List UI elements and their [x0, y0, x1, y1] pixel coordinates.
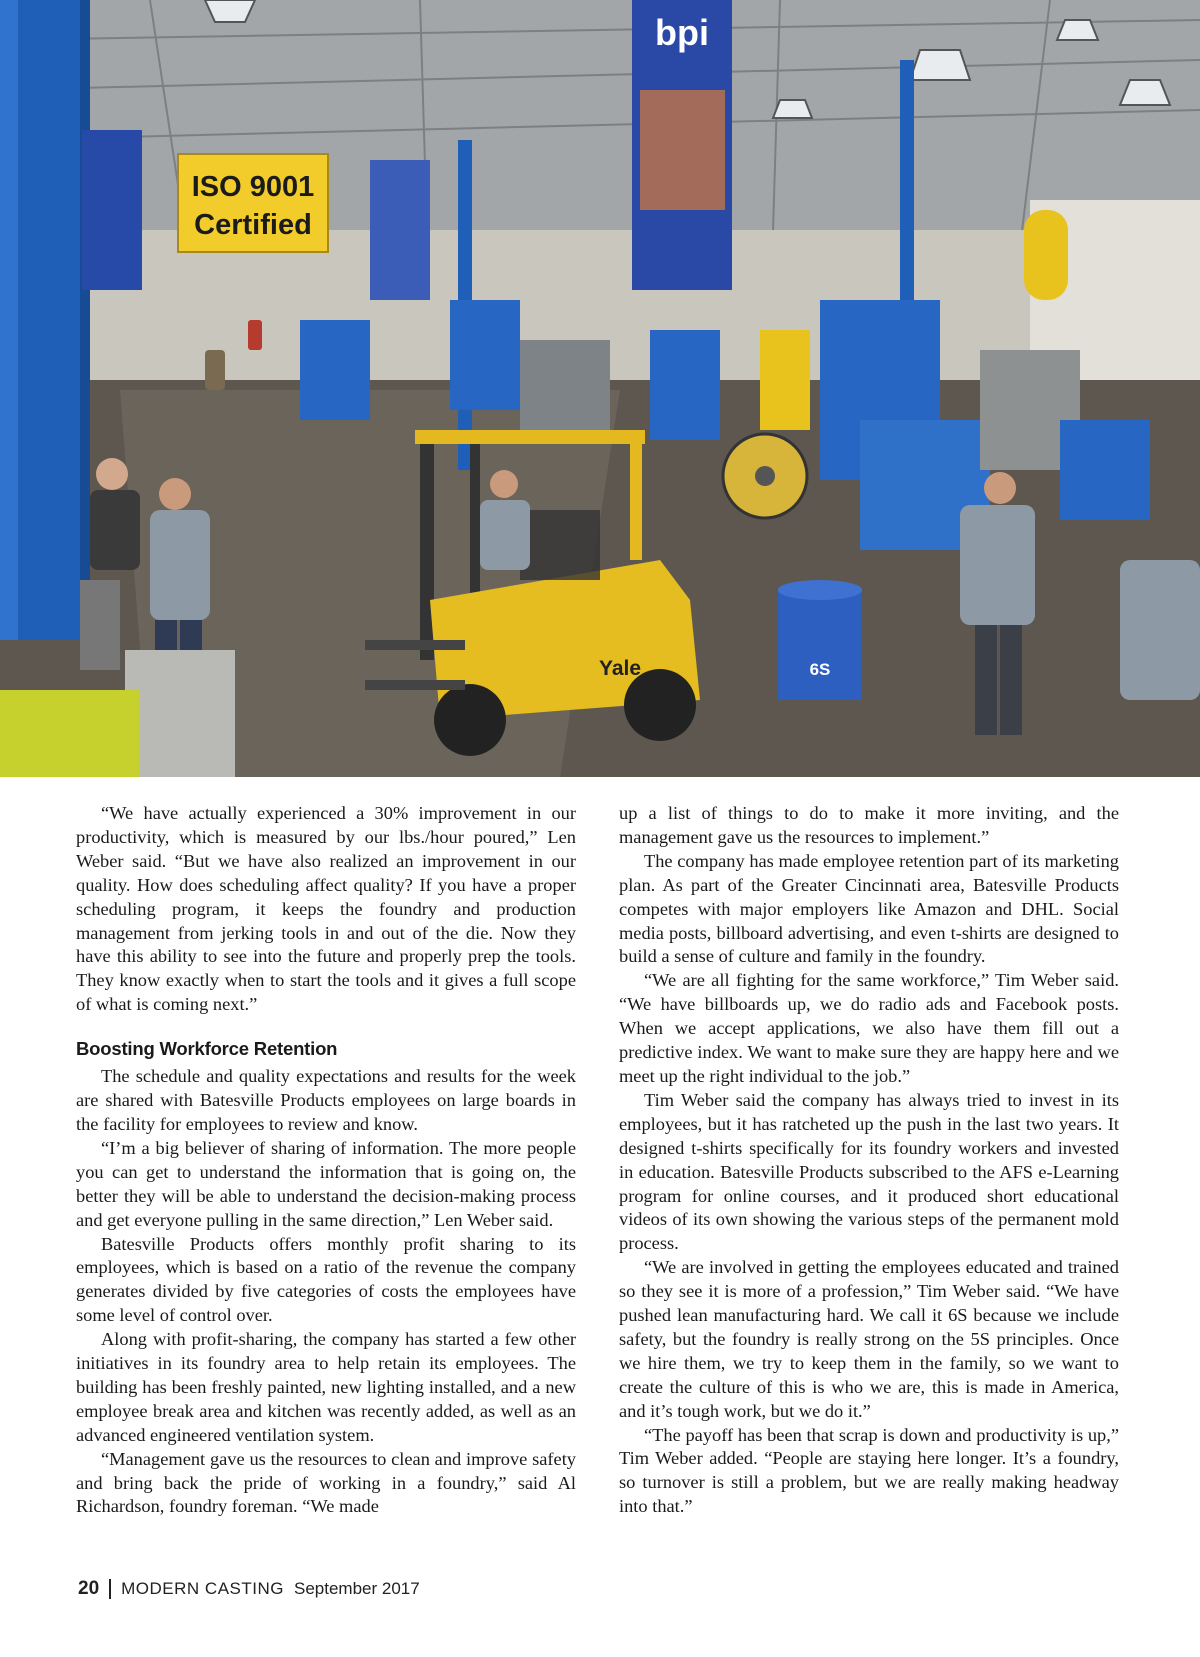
iso-sign-line2: Certified	[194, 209, 312, 241]
page-footer	[78, 1578, 420, 1600]
banner-logo: bpi	[655, 12, 709, 53]
section-heading: Boosting Workforce Retention	[76, 1038, 338, 1060]
paragraph: “Management gave us the resources to clean and improve safety and bring back the pride of working in a foundry,” said Al Richardson, foundry foreman. “We made	[76, 1448, 576, 1517]
article-right-column	[619, 802, 1119, 1519]
paragraph: The schedule and quality expectations and results for the week are shared with Batesville Products employees on large boards in the facility for employees to review and know.	[76, 1066, 576, 1134]
paragraph: “We are all fighting for the same workforce,” Tim Weber said. “We have billboards up, we do radio ads and Facebook posts. When we accept applications, we also have them fill out a predictive index. We want to make sure they are happy here and we meet up the right individual to the job.”	[619, 970, 1119, 1086]
issue-date: September 2017	[293, 1579, 420, 1598]
paragraph: up a list of things to do to make it more inviting, and the management gave us the resources to implement.”	[619, 803, 1119, 847]
forklift-brand: Yale	[598, 657, 642, 680]
foundry-illustration	[0, 0, 1200, 777]
footer-divider	[109, 1579, 111, 1599]
paragraph: “We are involved in getting the employees educated and trained so they see it is more of a profession,” Tim Weber said. “We have pushed lean manufacturing hard. We call it 6S because we include safety, but the foundry is really strong on the 5S principles. Once we hire them, we try to keep them in the family, so we want to create the culture of this is who we are, this is made in America, and it’s tough work, but we do it.”	[619, 1257, 1119, 1421]
paragraph: The company has made employee retention part of its marketing plan. As part of the Greater Cincinnati area, Batesville Products competes with major employers like Amazon and DHL. Social media posts, billboard advertising, and even t-shirts are designed to build a sense of culture and family in the foundry.	[619, 850, 1119, 967]
foundry-photo	[0, 0, 1200, 777]
page-number: 20	[78, 1578, 100, 1599]
paragraph: Along with profit-sharing, the company has started a few other initiatives in its foundry area to help retain its employees. The building has been freshly painted, new lighting installed, and a new employee break area and kitchen was recently added, as well as an advanced engineered ventilation system.	[76, 1329, 576, 1445]
paragraph: “I’m a big believer of sharing of information. The more people you can get to understand the information that is going on, the better they will be able to understand the decision-making process and get everyone pulling in the same direction,” Len Weber said.	[76, 1137, 576, 1230]
paragraph: “The payoff has been that scrap is down and productivity is up,” Tim Weber added. “People are staying here longer. It’s a foundry, so turnover is still a problem, but we are really making headway into that.”	[619, 1424, 1119, 1517]
barrel-label: 6S	[809, 660, 831, 679]
paragraph: “We have actually experienced a 30% improvement in our productivity, which is measured by our lbs./hour poured,” Len Weber said. “But we have also realized an improvement in our quality. How does scheduling affect quality? If you have a proper scheduling program, it keeps the foundry and production management from jerking tools in and out of the die. Now they have this ability to see into the future and properly prep the tools. They know exactly when to start the tools and it gives a full scope of what is coming next.”	[76, 803, 576, 1015]
article-left-column	[76, 802, 576, 1519]
iso-sign-line1: ISO 9001	[191, 171, 315, 203]
paragraph: Tim Weber said the company has always tried to invest in its employees, but it has ratcheted up the push in the last two years. It designed t-shirts specifically for its foundry workers and invested in education. Batesville Products subscribed to the AFS e-Learning program for online courses, and it produced short educational videos of its own showing the various steps of the permanent mold process.	[619, 1089, 1119, 1254]
paragraph: Batesville Products offers monthly profit sharing to its employees, which is based on a ratio of the revenue the company generates divided by five categories of costs the employees have some level of control over.	[76, 1233, 576, 1326]
publication-name: MODERN CASTING	[121, 1579, 284, 1598]
